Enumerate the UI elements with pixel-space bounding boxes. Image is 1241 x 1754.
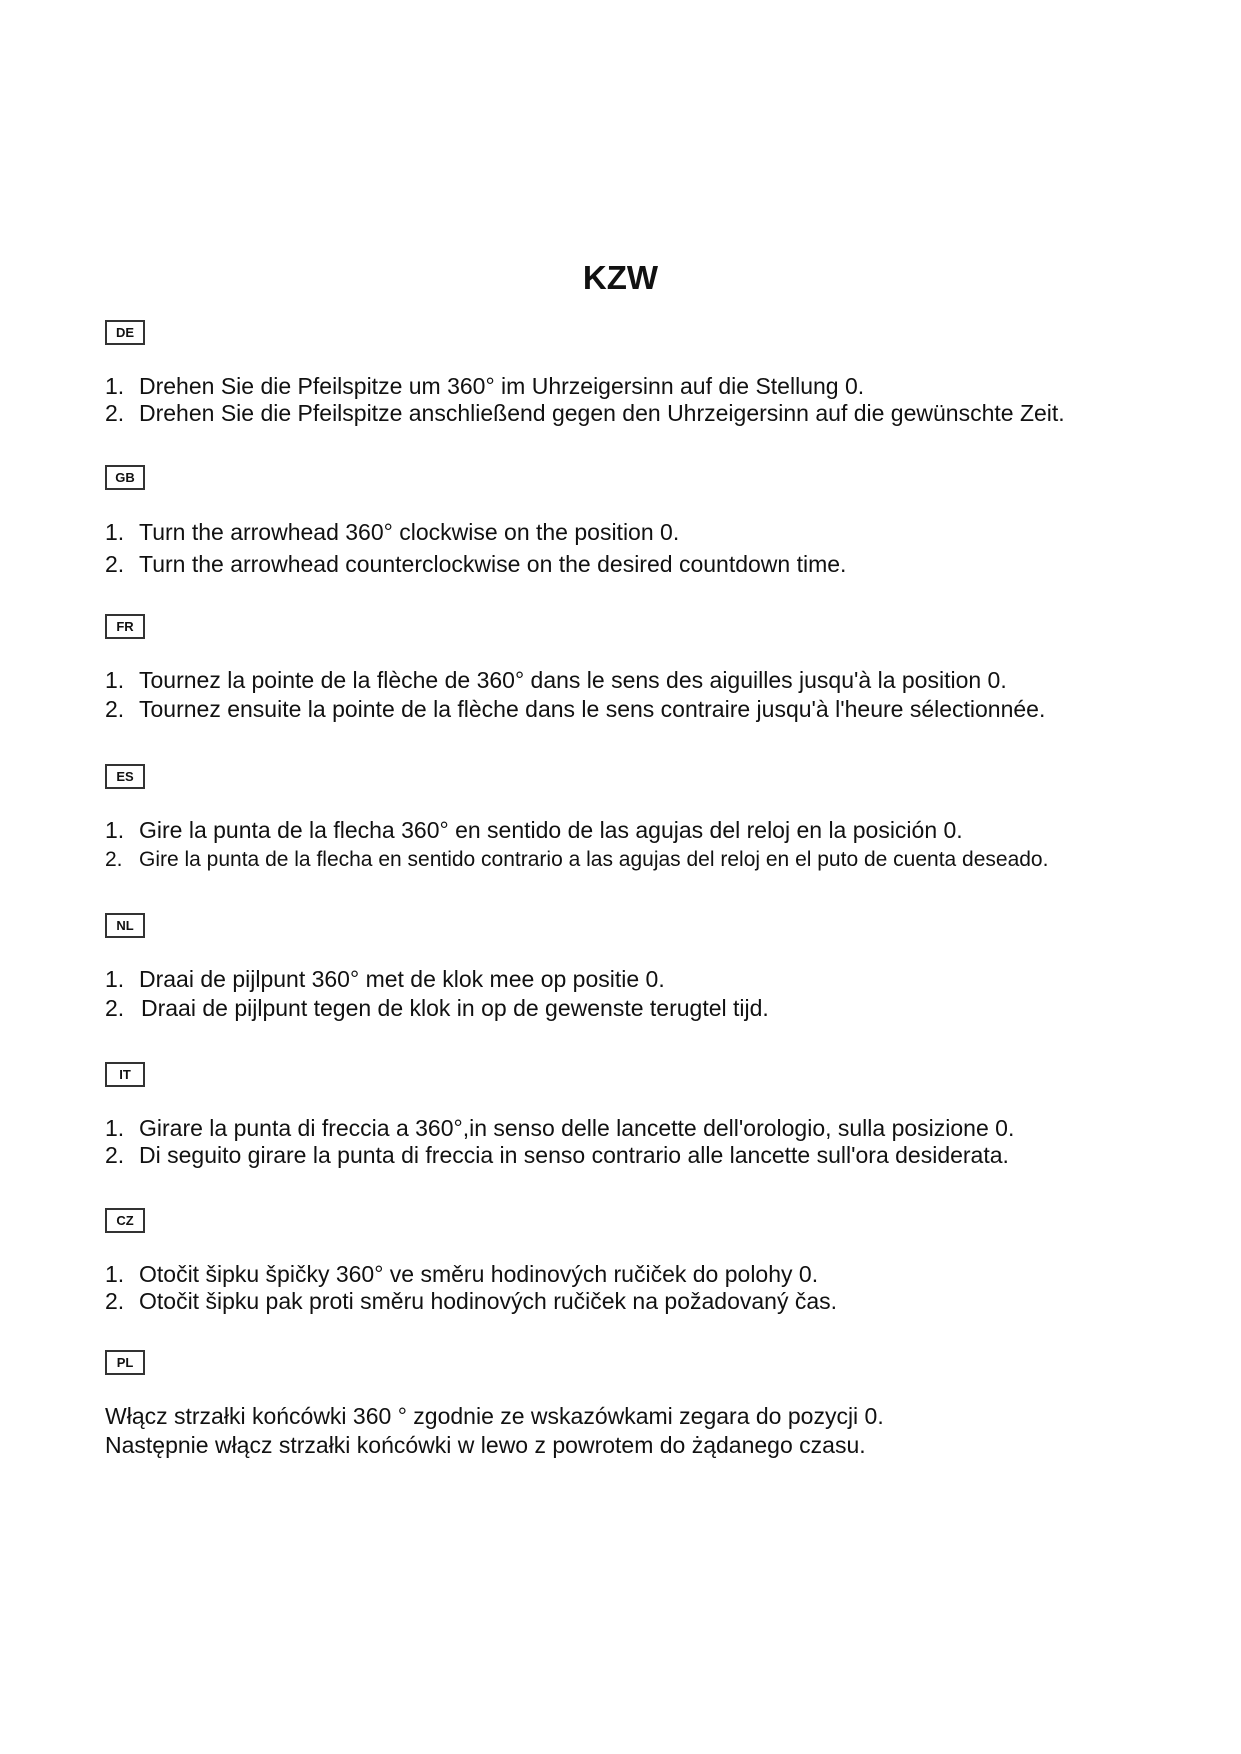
language-badge-fr: FR <box>105 614 145 639</box>
item-number: 2. <box>105 848 123 871</box>
item-number: 1. <box>105 1261 125 1287</box>
item-number: 1. <box>105 373 125 399</box>
item-number: 2. <box>105 551 125 577</box>
item-text: Turn the arrowhead counterclockwise on the desired countdown time. <box>139 551 847 577</box>
instruction-list-de <box>105 373 1185 427</box>
section-nl <box>105 913 1185 1022</box>
instruction-item <box>105 696 1185 723</box>
item-text: Drehen Sie die Pfeilspitze anschließend gegen den Uhrzeigersinn auf die gewünschte Zeit. <box>139 400 1065 426</box>
language-badge-nl: NL <box>105 913 145 938</box>
section-de <box>105 320 1185 427</box>
item-number: 1. <box>105 1115 125 1141</box>
instruction-list-es <box>105 817 1185 873</box>
instruction-item <box>105 373 1185 400</box>
instruction-list-gb <box>105 516 1185 580</box>
instruction-item <box>105 995 1185 1022</box>
item-text: Turn the arrowhead 360° clockwise on the position 0. <box>139 519 680 545</box>
instruction-item <box>105 966 1185 993</box>
instruction-list-fr <box>105 667 1185 723</box>
instruction-item <box>105 548 1185 580</box>
section-es <box>105 764 1185 873</box>
instruction-item <box>105 846 1185 873</box>
language-badge-es: ES <box>105 764 145 789</box>
item-text: Tournez ensuite la pointe de la flèche dans le sens contraire jusqu'à l'heure sélectionnée. <box>139 696 1046 722</box>
instruction-item <box>105 516 1185 548</box>
language-badge-de: DE <box>105 320 145 345</box>
item-number: 1. <box>105 519 125 545</box>
instruction-item <box>105 1288 1185 1315</box>
section-fr <box>105 614 1185 723</box>
item-number: 2. <box>105 995 125 1021</box>
language-badge-pl: PL <box>105 1350 145 1375</box>
instruction-item <box>105 817 1185 844</box>
item-text: Otočit šipku špičky 360° ve směru hodinových ručiček do polohy 0. <box>139 1261 819 1287</box>
language-badge-it: IT <box>105 1062 145 1087</box>
item-text: Draai de pijlpunt tegen de klok in op de gewenste terugtel tijd. <box>141 995 769 1021</box>
item-number: 1. <box>105 817 125 843</box>
section-pl <box>105 1350 1185 1459</box>
item-text: Gire la punta de la flecha 360° en sentido de las agujas del reloj en la posición 0. <box>139 817 963 843</box>
item-text: Otočit šipku pak proti směru hodinových ručiček na požadovaný čas. <box>139 1288 838 1314</box>
item-number: 2. <box>105 696 125 722</box>
instruction-list-cz <box>105 1261 1185 1315</box>
item-text: Girare la punta di freccia a 360°,in senso delle lancette dell'orologio, sulla posizione 0. <box>139 1115 1015 1141</box>
instruction-line: Następnie włącz strzałki końcówki w lewo z powrotem do żądanego czasu. <box>105 1432 866 1458</box>
item-number: 2. <box>105 1142 125 1168</box>
instruction-item <box>105 1142 1185 1169</box>
instruction-item <box>105 1115 1185 1142</box>
section-cz <box>105 1208 1185 1315</box>
item-number: 1. <box>105 966 125 992</box>
item-number: 1. <box>105 667 125 693</box>
instruction-item <box>105 1261 1185 1288</box>
section-gb <box>105 465 1185 580</box>
instruction-list-nl <box>105 966 1185 1022</box>
item-number: 2. <box>105 400 125 426</box>
item-text: Di seguito girare la punta di freccia in senso contrario alle lancette sull'ora desiderata. <box>139 1142 1009 1168</box>
language-badge-gb: GB <box>105 465 145 490</box>
item-text: Tournez la pointe de la flèche de 360° dans le sens des aiguilles jusqu'à la position 0. <box>139 667 1007 693</box>
page-title: KZW <box>582 259 659 296</box>
item-text: Drehen Sie die Pfeilspitze um 360° im Uhrzeigersinn auf die Stellung 0. <box>139 373 865 399</box>
instruction-list-pl <box>105 1403 1185 1459</box>
instruction-list-it <box>105 1115 1185 1169</box>
instruction-line: Włącz strzałki końcówki 360 ° zgodnie ze wskazówkami zegara do pozycji 0. <box>105 1403 884 1429</box>
item-text: Draai de pijlpunt 360° met de klok mee op positie 0. <box>139 966 665 992</box>
item-number: 2. <box>105 1288 125 1314</box>
language-badge-cz: CZ <box>105 1208 145 1233</box>
section-it <box>105 1062 1185 1169</box>
item-text: Gire la punta de la flecha en sentido contrario a las agujas del reloj en el puto de cuenta deseado. <box>139 848 1049 871</box>
instruction-item <box>105 667 1185 694</box>
instruction-item <box>105 400 1185 427</box>
